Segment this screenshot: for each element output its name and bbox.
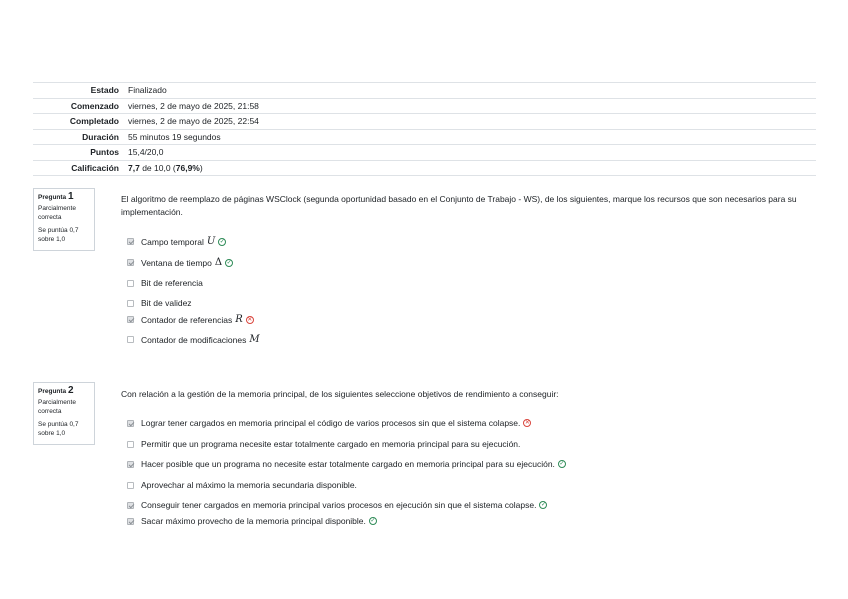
q2-option-2[interactable] (127, 439, 520, 449)
question-grade: Se puntúa 0,7 sobre 1,0 (38, 227, 79, 243)
q1-option-2[interactable] (127, 257, 233, 268)
option-label: Hacer posible que un programa no necesite estar totalmente cargado en memoria principal para su ejecución. (141, 459, 555, 469)
checkbox[interactable] (127, 336, 134, 343)
grade-max: de 10,0 ( (139, 162, 176, 173)
check-circle-icon: ✓ (559, 461, 565, 467)
q1-option-1[interactable] (127, 236, 226, 247)
math-symbol: U (206, 236, 216, 247)
question-1-text: El algoritmo de reemplazo de páginas WSClock (segunda oportunidad basado en el Conjunto de Trabajo - WS), de los siguientes, marque los recursos que son necesarios para su implementación. (121, 194, 797, 217)
math-symbol: Δ (214, 257, 223, 268)
attempt-summary-table (33, 82, 816, 176)
checkbox[interactable] (127, 518, 134, 525)
x-circle-icon: ✕ (247, 316, 253, 323)
checkbox[interactable] (127, 316, 134, 323)
question-number: 1 (67, 191, 74, 202)
q2-option-5[interactable] (127, 500, 547, 510)
check-circle-icon: ✓ (370, 518, 376, 524)
option-label: Conseguir tener cargados en memoria principal varios procesos en ejecución sin que el sistema colapse. (141, 500, 537, 510)
question-state: Parcialmente correcta (38, 399, 76, 415)
checkbox[interactable] (127, 238, 134, 245)
checkbox[interactable] (127, 461, 134, 468)
summary-value: Finalizado (128, 85, 167, 96)
summary-label: Completado (69, 116, 119, 127)
q2-option-1[interactable] (127, 418, 531, 428)
q1-option-6[interactable] (127, 334, 260, 345)
summary-label: Calificación (71, 162, 119, 173)
question-label: Pregunta (38, 388, 67, 395)
check-circle-icon: ✓ (226, 259, 232, 266)
option-label: Bit de validez (141, 298, 192, 308)
question-label: Pregunta (38, 194, 67, 201)
option-label: Sacar máximo provecho de la memoria principal disponible. (141, 516, 366, 526)
option-label: Campo temporal (141, 236, 204, 247)
check-circle-icon: ✓ (540, 502, 546, 508)
q1-option-5[interactable] (127, 314, 254, 325)
checkbox[interactable] (127, 420, 134, 427)
option-label: Contador de referencias (141, 314, 233, 325)
grade-value: 7,7 (128, 162, 140, 173)
math-symbol: R (235, 314, 243, 325)
summary-value (124, 160, 816, 176)
option-label: Permitir que un programa necesite estar totalmente cargado en memoria principal para su ejecución. (141, 439, 521, 449)
checkbox[interactable] (127, 280, 134, 287)
question-number: 2 (67, 385, 74, 396)
option-label: Bit de referencia (141, 278, 203, 288)
summary-label: Estado (90, 85, 119, 96)
option-label: Lograr tener cargados en memoria principal el código de varios procesos sin que el sistema colapse. (141, 418, 521, 428)
summary-label: Comenzado (70, 100, 119, 111)
q2-option-6[interactable] (127, 516, 377, 526)
math-symbol: M (249, 334, 260, 345)
q1-option-3[interactable] (127, 278, 203, 288)
q2-option-4[interactable] (127, 480, 357, 490)
summary-row-estado (33, 83, 816, 99)
checkbox[interactable] (127, 502, 134, 509)
checkbox[interactable] (127, 300, 134, 307)
summary-row-puntos (33, 145, 816, 161)
summary-row-comenzado (33, 98, 816, 114)
summary-label: Puntos (90, 147, 119, 158)
option-label: Aprovechar al máximo la memoria secundaria disponible. (141, 480, 357, 490)
question-1-info (33, 188, 95, 251)
summary-row-calificacion (33, 160, 816, 176)
q2-option-3[interactable] (127, 459, 566, 469)
check-circle-icon: ✓ (219, 238, 225, 245)
question-grade: Se puntúa 0,7 sobre 1,0 (38, 421, 79, 437)
summary-value: viernes, 2 de mayo de 2025, 22:54 (128, 116, 259, 127)
summary-row-completado (33, 114, 816, 130)
question-2-text: Con relación a la gestión de la memoria principal, de los siguientes seleccione objetivos de rendimiento a conseguir: (121, 389, 559, 399)
summary-value: 55 minutos 19 segundos (128, 131, 221, 142)
checkbox[interactable] (127, 441, 134, 448)
checkbox[interactable] (127, 482, 134, 489)
summary-value: 15,4/20,0 (128, 147, 164, 158)
option-label: Ventana de tiempo (141, 257, 212, 268)
checkbox[interactable] (127, 259, 134, 266)
summary-row-duracion (33, 129, 816, 145)
summary-label: Duración (82, 131, 119, 142)
grade-close: ) (199, 162, 203, 173)
question-2-info (33, 382, 95, 445)
question-state: Parcialmente correcta (38, 205, 76, 221)
summary-value: viernes, 2 de mayo de 2025, 21:58 (128, 100, 259, 111)
option-label: Contador de modificaciones (141, 334, 247, 345)
q1-option-4[interactable] (127, 298, 192, 308)
grade-percent: 76,9% (175, 162, 200, 173)
x-circle-icon: ✕ (524, 420, 530, 426)
